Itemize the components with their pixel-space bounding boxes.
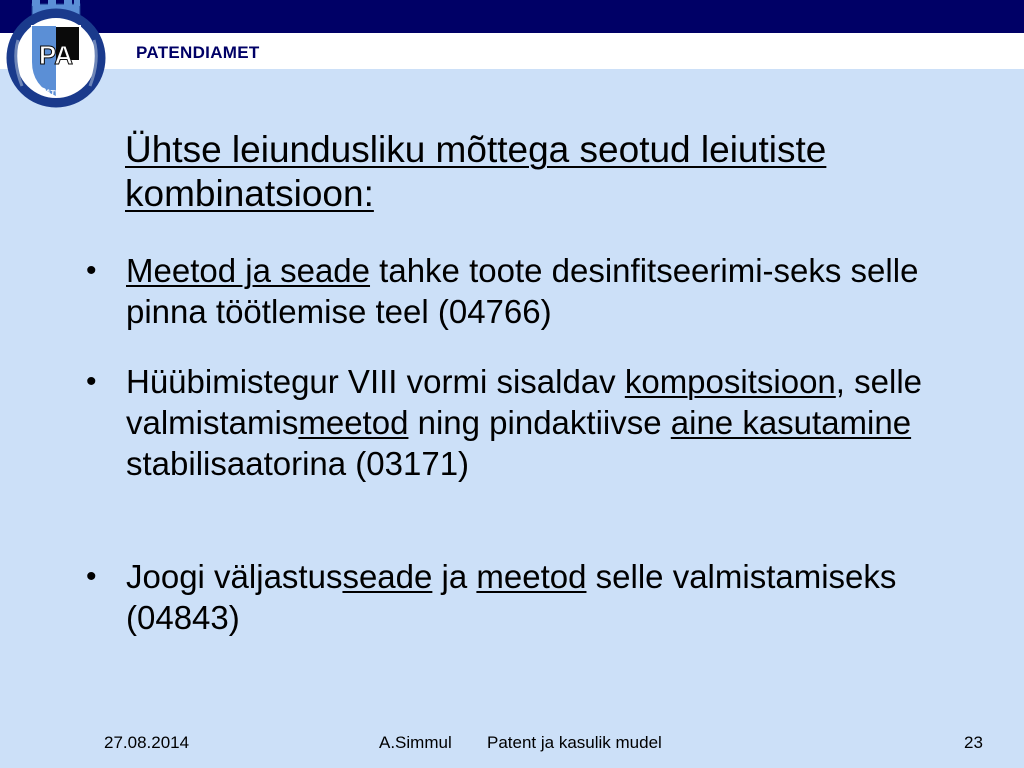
footer-topic: Patent ja kasulik mudel xyxy=(487,733,662,752)
org-name: PATENDIAMET xyxy=(136,43,260,62)
footer-author: A.Simmul xyxy=(379,733,452,752)
header-bar xyxy=(0,0,1024,33)
bullet-icon: • xyxy=(86,254,97,287)
footer-date: 27.08.2014 xyxy=(104,733,190,752)
bullet-text: Hüübimistegur VIII vormi sisaldav kompositsioon, selle valmistamismeetod ning pindaktiivse aine kasutamine stabilisaatorina (03171) xyxy=(126,363,923,482)
bullet-text: Joogi väljastusseade ja meetod selle valmistamiseks (04843) xyxy=(126,558,897,636)
bullet-icon: • xyxy=(86,560,97,593)
bullet-item xyxy=(86,250,946,332)
bullet-item xyxy=(86,361,946,484)
bullet-icon: • xyxy=(86,365,97,398)
patent-office-logo xyxy=(2,0,110,108)
bullet-item xyxy=(86,556,946,638)
logo-monogram: PA xyxy=(38,40,74,70)
bullet-text: Meetod ja seade tahke toote desinfitseerimi-seks selle pinna töötlemise teel (04766) xyxy=(126,252,919,330)
logo-ring-text: EESTI PATENDIAMET xyxy=(18,68,94,98)
slide-title: Ühtse leiundusliku mõttega seotud leiutiste kombinatsioon: xyxy=(125,129,827,214)
footer-page-number: 23 xyxy=(964,733,983,752)
